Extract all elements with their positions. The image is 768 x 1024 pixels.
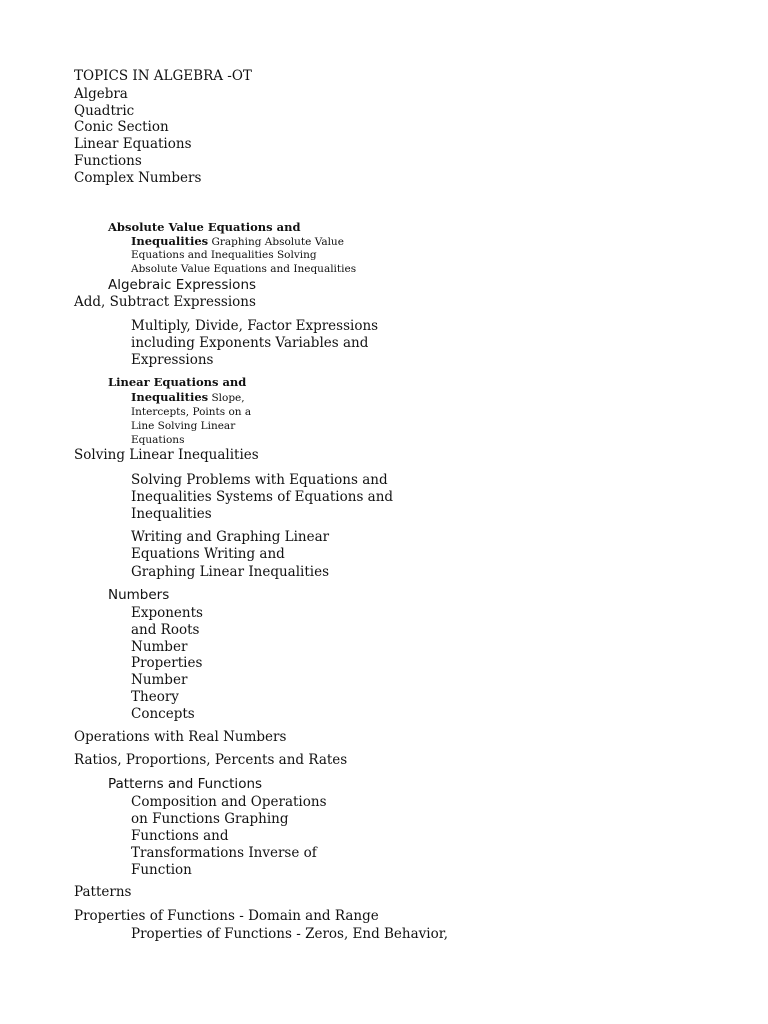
topic-item: Conic Section: [74, 119, 169, 135]
topic-item: Linear Equations: [74, 136, 192, 152]
linear-sub: Writing and Graphing Linear: [131, 529, 330, 545]
algebraic-item: Add, Subtract Expressions: [74, 294, 256, 310]
patterns-heading: Patterns and Functions: [108, 776, 263, 792]
patterns-line: Function: [131, 862, 192, 878]
topic-item: Quadtric: [74, 103, 135, 119]
linear-sub: Inequalities Systems of Equations and: [131, 489, 394, 505]
patterns-line: Transformations Inverse of: [131, 845, 317, 861]
linear-item: Solving Linear Inequalities: [74, 447, 259, 463]
linear-text: Line Solving Linear: [131, 420, 236, 432]
abs-line: [131, 235, 344, 250]
linear-sub: Equations Writing and: [131, 546, 285, 562]
linear-heading-cont: Inequalities: [131, 390, 209, 404]
abs-heading-cont: Inequalities: [131, 234, 209, 248]
numbers-line: Properties: [131, 655, 203, 671]
numbers-line: Number: [131, 639, 188, 655]
linear-text: Intercepts, Points on a: [131, 406, 252, 418]
linear-text: Equations: [131, 434, 185, 446]
linear-line: [131, 391, 245, 406]
patterns-sub: Properties of Functions - Zeros, End Behavior,: [131, 926, 448, 942]
abs-heading: Absolute Value Equations and: [108, 220, 301, 234]
numbers-heading: Numbers: [108, 587, 170, 603]
algebraic-sub: Expressions: [131, 352, 214, 368]
topic-item: Functions: [74, 153, 142, 169]
abs-text: Absolute Value Equations and Inequalities: [131, 263, 357, 275]
abs-text: Graphing Absolute Value: [208, 236, 344, 248]
topics-title: TOPICS IN ALGEBRA -OT: [74, 68, 252, 84]
linear-heading: Linear Equations and: [108, 375, 247, 389]
algebraic-sub: Multiply, Divide, Factor Expressions: [131, 318, 379, 334]
numbers-item: Ratios, Proportions, Percents and Rates: [74, 752, 348, 768]
patterns-item: Patterns: [74, 884, 132, 900]
numbers-line: and Roots: [131, 622, 200, 638]
numbers-line: Concepts: [131, 706, 195, 722]
patterns-line: on Functions Graphing: [131, 811, 289, 827]
numbers-item: Operations with Real Numbers: [74, 729, 287, 745]
abs-text: Equations and Inequalities Solving: [131, 249, 317, 261]
algebraic-heading: Algebraic Expressions: [108, 277, 257, 293]
patterns-item: Properties of Functions - Domain and Range: [74, 908, 379, 924]
linear-sub: Inequalities: [131, 506, 212, 522]
topic-item: Algebra: [74, 86, 128, 102]
linear-sub: Solving Problems with Equations and: [131, 472, 388, 488]
topic-item: Complex Numbers: [74, 170, 202, 186]
patterns-line: Composition and Operations: [131, 794, 327, 810]
numbers-line: Theory: [131, 689, 179, 705]
patterns-line: Functions and: [131, 828, 229, 844]
algebraic-sub: including Exponents Variables and: [131, 335, 369, 351]
linear-sub: Graphing Linear Inequalities: [131, 564, 330, 580]
linear-text: Slope,: [208, 392, 245, 404]
numbers-line: Exponents: [131, 605, 203, 621]
numbers-line: Number: [131, 672, 188, 688]
